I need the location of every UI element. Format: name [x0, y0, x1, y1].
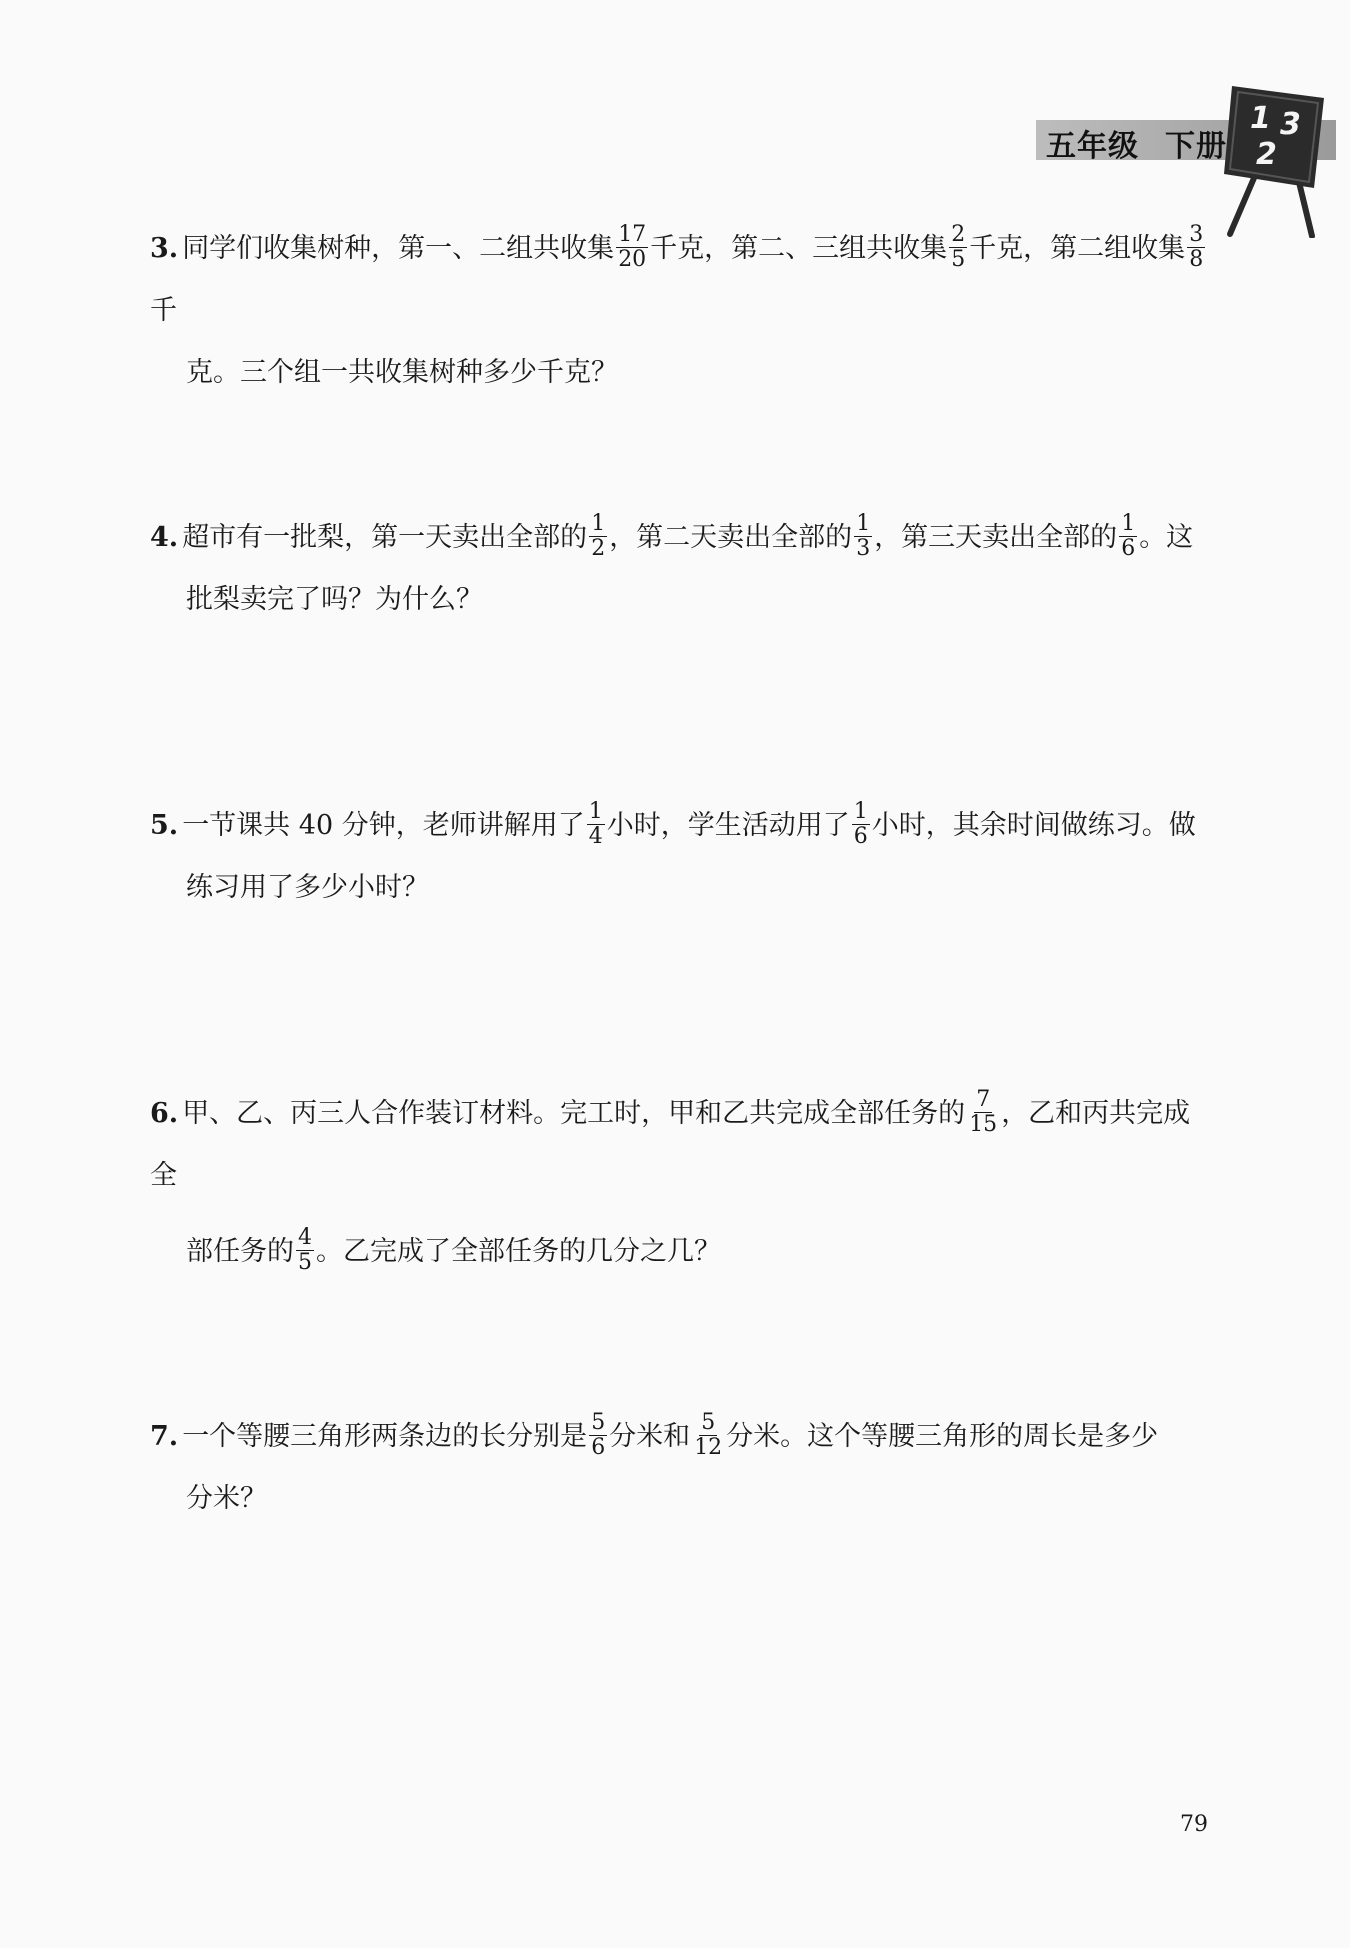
problem-number: 6. — [150, 1098, 179, 1129]
volume-label: 下册 — [1165, 129, 1227, 164]
problem-text: 部任务的 — [186, 1236, 294, 1267]
fraction — [587, 800, 605, 849]
denominator: 3 — [856, 536, 871, 561]
problem-line-1 — [150, 218, 1215, 342]
problem-line-1 — [150, 1083, 1215, 1207]
problem-text: 一节课共 40 分钟，老师讲解用了 — [182, 810, 585, 841]
numerator: 4 — [298, 1225, 312, 1250]
problem-6 — [150, 1083, 1215, 1283]
problem-line-2: 克。三个组一共收集树种多少千克？ — [186, 357, 618, 388]
numerator: 17 — [618, 222, 647, 247]
numerator: 1 — [853, 799, 868, 824]
problem-text: 分米。这个等腰三角形的周长是多少 — [726, 1421, 1159, 1452]
fraction — [852, 800, 870, 849]
problem-number: 3. — [150, 233, 179, 264]
denominator: 15 — [969, 1112, 998, 1137]
problem-line-2: 练习用了多少小时？ — [186, 872, 429, 903]
problem-text: 甲、乙、丙三人合作装订材料。完工时，甲和乙共完成全部任务的 — [182, 1098, 966, 1129]
fraction — [616, 223, 648, 272]
numerator: 1 — [856, 511, 871, 536]
problem-line-1 — [150, 1406, 1215, 1468]
denominator: 6 — [591, 1435, 606, 1460]
problem-line-2 — [150, 1221, 1215, 1283]
problem-7 — [150, 1406, 1215, 1530]
board-digit-2: 2 — [1256, 137, 1277, 172]
fraction — [296, 1226, 314, 1275]
board-digit-1: 1 — [1250, 101, 1271, 136]
denominator: 5 — [951, 247, 966, 272]
problem-3 — [150, 218, 1215, 404]
problem-number: 5. — [150, 810, 179, 841]
numerator: 7 — [976, 1087, 991, 1112]
board-digit-3: 3 — [1280, 107, 1301, 142]
problem-text: ，第三天卖出全部的 — [874, 522, 1118, 553]
problem-text: 千克，第二、三组共收集 — [650, 233, 948, 264]
fraction — [692, 1411, 724, 1460]
problem-text: 一个等腰三角形两条边的长分别是 — [182, 1421, 588, 1452]
problem-line-1 — [150, 507, 1215, 569]
problem-number: 4. — [150, 522, 179, 553]
problem-line-2: 批梨卖完了吗？为什么？ — [186, 584, 483, 615]
fraction — [854, 512, 872, 561]
blackboard-icon — [1218, 78, 1330, 238]
problem-text: 超市有一批梨，第一天卖出全部的 — [182, 522, 588, 553]
fraction — [589, 512, 607, 561]
problem-text: ，乙和丙共完成全 — [150, 1098, 1191, 1191]
problem-text: 小时，学生活动用了 — [606, 810, 850, 841]
problem-line-1 — [150, 795, 1215, 857]
denominator: 4 — [588, 824, 603, 849]
numerator: 1 — [591, 511, 606, 536]
problem-5 — [150, 795, 1215, 919]
grade-label: 五年级 — [1046, 129, 1139, 164]
problem-text: 千 — [150, 295, 177, 326]
problem-text: 。乙完成了全部任务的几分之几？ — [316, 1236, 721, 1267]
header-title — [1046, 121, 1227, 165]
numerator: 5 — [701, 1410, 716, 1435]
problem-text: 。这 — [1139, 522, 1194, 553]
fraction — [967, 1088, 999, 1137]
page-number: 79 — [1180, 1812, 1208, 1837]
problem-text: 千克，第二组收集 — [969, 233, 1186, 264]
problem-text: 小时，其余时间做练习。做 — [871, 810, 1196, 841]
fraction — [1187, 223, 1205, 272]
denominator: 12 — [694, 1435, 723, 1460]
problem-line-2: 分米？ — [186, 1483, 267, 1514]
numerator: 1 — [588, 799, 603, 824]
numerator: 3 — [1189, 222, 1204, 247]
denominator: 6 — [853, 824, 868, 849]
denominator: 5 — [298, 1250, 312, 1275]
numerator: 2 — [951, 222, 966, 247]
numerator: 1 — [1121, 511, 1136, 536]
problem-text: 分米和 — [609, 1421, 691, 1452]
fraction — [1119, 512, 1137, 561]
numerator: 5 — [591, 1410, 606, 1435]
problem-text: 同学们收集树种，第一、二组共收集 — [182, 233, 615, 264]
denominator: 6 — [1121, 536, 1136, 561]
fraction — [949, 223, 967, 272]
problem-4 — [150, 507, 1215, 631]
denominator: 2 — [591, 536, 606, 561]
fraction — [589, 1411, 607, 1460]
denominator: 8 — [1189, 247, 1204, 272]
denominator: 20 — [618, 247, 647, 272]
problem-number: 7. — [150, 1421, 179, 1452]
problem-text: ，第二天卖出全部的 — [609, 522, 853, 553]
